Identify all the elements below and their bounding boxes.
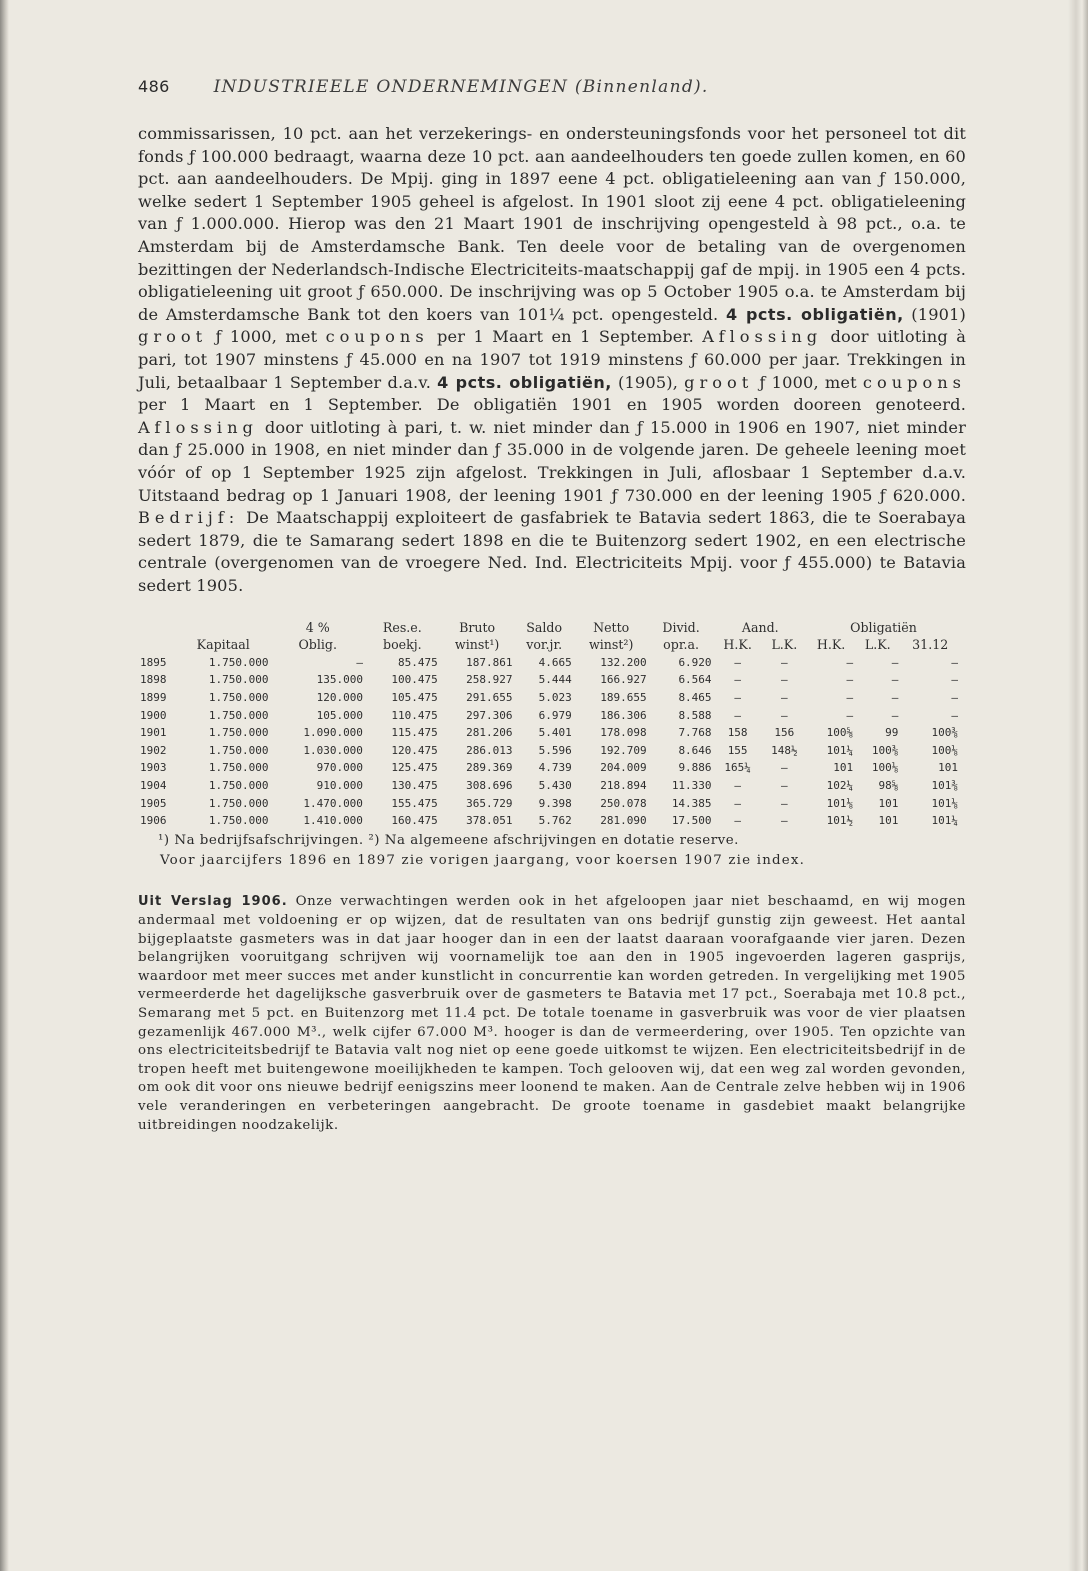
table-cell: 11.330 bbox=[671, 778, 712, 792]
table-cell: — bbox=[846, 708, 854, 722]
table-cell: 101⅛ bbox=[826, 796, 854, 810]
table-cell: 110.475 bbox=[391, 708, 438, 722]
footnote-definitions: ¹) Na bedrijfsafschrijvingen. ²) Na algemeene afschrijvingen en dotatie reserve. bbox=[158, 833, 739, 849]
table-cell: 8.588 bbox=[678, 708, 712, 722]
table-cell: 100⅛ bbox=[871, 761, 899, 775]
table-header-cell bbox=[138, 619, 176, 636]
table-cell: 289.369 bbox=[466, 761, 513, 775]
table-cell: 189.655 bbox=[600, 690, 647, 704]
table-cell: 297.306 bbox=[466, 708, 513, 722]
table-cell: — bbox=[891, 673, 899, 687]
table-cell: — bbox=[951, 655, 958, 669]
table-header-cell: winst¹) bbox=[454, 637, 500, 653]
table-cell: 1.750.000 bbox=[208, 778, 269, 792]
table-cell: 5.762 bbox=[538, 814, 572, 828]
table-header-cell: vor.jr. bbox=[526, 637, 563, 653]
table-cell: — bbox=[781, 814, 788, 828]
text-segment: ƒ 1000, met bbox=[753, 372, 863, 392]
table-cell: — bbox=[734, 708, 741, 722]
table-cell: — bbox=[781, 655, 788, 669]
table-cell: 98⅝ bbox=[878, 778, 899, 792]
table-cell: — bbox=[734, 655, 741, 669]
table-cell: 125.475 bbox=[391, 761, 438, 775]
table-cell: 101¼ bbox=[826, 743, 854, 757]
table-cell: 130.475 bbox=[391, 778, 438, 792]
table-header-cell: Divid. bbox=[662, 620, 700, 636]
table-header-row-top bbox=[138, 619, 960, 636]
table-cell: 1.750.000 bbox=[208, 761, 269, 775]
table-cell: 291.655 bbox=[466, 690, 513, 704]
table-cell: 105.475 bbox=[391, 690, 438, 704]
text-segment: ƒ 1000, met bbox=[207, 327, 326, 347]
table-cell: 5.401 bbox=[538, 726, 572, 740]
table-header-cell: boekj. bbox=[383, 637, 422, 653]
spaced-word-bedrijf: Bedrijf: bbox=[138, 508, 240, 528]
table-cell: 101½ bbox=[826, 814, 854, 828]
table-cell: 14.385 bbox=[671, 796, 712, 810]
table-cell: 8.465 bbox=[678, 690, 712, 704]
table-cell: 101 bbox=[938, 761, 958, 775]
spaced-word-coupons: coupons bbox=[325, 327, 429, 347]
table-cell: 250.078 bbox=[600, 796, 647, 810]
table-cell: 8.646 bbox=[678, 743, 712, 757]
table-row bbox=[138, 671, 960, 689]
table-header-cell: 31.12 bbox=[912, 637, 949, 653]
table-cell: 1.750.000 bbox=[208, 726, 269, 740]
table-cell: — bbox=[846, 690, 854, 704]
table-cell: — bbox=[781, 778, 788, 792]
table-header-cell bbox=[176, 619, 270, 636]
table-cell: 1.750.000 bbox=[208, 796, 269, 810]
table-header-cell: Kapitaal bbox=[196, 637, 250, 653]
table-cell: — bbox=[781, 761, 788, 775]
table-cell: 5.023 bbox=[538, 690, 572, 704]
annual-report-excerpt bbox=[138, 893, 966, 1135]
table-cell: — bbox=[846, 673, 854, 687]
table-cell: 1.090.000 bbox=[303, 726, 363, 740]
table-header-cell: winst²) bbox=[588, 637, 634, 653]
page-number: 486 bbox=[138, 77, 170, 96]
table-cell: 100⅜ bbox=[931, 726, 958, 740]
table-header-cell: H.K. bbox=[816, 637, 846, 653]
table-cell: 132.200 bbox=[600, 655, 647, 669]
table-cell: 101 bbox=[833, 761, 854, 775]
table-cell: 281.090 bbox=[600, 814, 647, 828]
table-cell: 1.750.000 bbox=[208, 708, 269, 722]
table-cell: 5.430 bbox=[538, 778, 572, 792]
table-cell: — bbox=[951, 708, 958, 722]
text-loans-history: commissarissen, 10 pct. aan het verzekerings- en ondersteuningsfonds voor het personeel tot dit fonds ƒ 100.000 bedraagt, waarna deze 10 pct. aan aandeelhouders ten goede zullen komen, en 60 pct. aan aandeelhouders. De Mpij. ging in 1897 eene 4 pct. obligatieleening aan van ƒ 150.000, welke sedert 1 September 1905 geheel is afgelost. In 1901 sloot zij eene 4 pct. obligatieleening van ƒ 1.000.000. Hierop was den 21 Maart 1901 de inschrijving opengesteld à 98 pct., o.a. te Amsterdam bij de Amsterdamsche Bank. Ten deele voor de betaling van de overgenomen bezittingen der Nederlandsch-Indische Electriciteits-maatschappij gaf de mpij. in 1905 een 4 pcts. obligatieleening uit groot ƒ 650.000. De inschrijving was op 5 October 1905 o.a. te Amsterdam bij de Amsterdamsche Bank tot den koers van 101¼ pct. opengesteld. bbox=[138, 124, 966, 324]
table-cell: 158 bbox=[727, 726, 748, 740]
table-cell-year: 1895 bbox=[140, 655, 167, 669]
table-cell: 187.861 bbox=[466, 655, 513, 669]
table-cell: 204.009 bbox=[600, 761, 647, 775]
table-cell: 148½ bbox=[771, 743, 798, 757]
text-segment: De Maatschappij exploiteert de gasfabriek te Batavia sedert 1863, die te Soerabaya sedert 1879, die te Samarang sedert 1898 en die te Buitenzorg sedert 1902, en een electrische centrale (overgenomen van de vroegere Ned. Ind. Electriciteits Mpij. voor ƒ 455.000) te Batavia sedert 1905. bbox=[138, 508, 966, 595]
table-row bbox=[138, 653, 960, 671]
table-cell: 17.500 bbox=[671, 814, 712, 828]
table-cell: — bbox=[781, 673, 788, 687]
table-cell: — bbox=[891, 655, 899, 669]
table-row bbox=[138, 724, 960, 742]
table-cell: 192.709 bbox=[600, 743, 647, 757]
table-cell: 160.475 bbox=[391, 814, 438, 828]
table-cell: 258.927 bbox=[466, 673, 513, 687]
text-segment: per 1 Maart en 1 September. bbox=[428, 327, 703, 347]
book-page bbox=[138, 70, 966, 1149]
running-header bbox=[138, 70, 966, 104]
running-title: INDUSTRIEELE ONDERNEMINGEN (Binnenland). bbox=[213, 77, 709, 97]
table-cell: 7.768 bbox=[678, 726, 712, 740]
financial-table bbox=[138, 619, 960, 829]
table-cell: 281.206 bbox=[466, 726, 513, 740]
table-cell: 1.030.000 bbox=[303, 743, 363, 757]
table-cell: 101¼ bbox=[931, 814, 958, 828]
spaced-word-groot: groot bbox=[138, 327, 208, 347]
table-cell: 101⅜ bbox=[931, 778, 958, 792]
table-cell: 166.927 bbox=[600, 673, 647, 687]
table-cell: 1.750.000 bbox=[208, 673, 269, 687]
table-header-cell: 4 % bbox=[305, 620, 330, 636]
table-cell: 120.475 bbox=[391, 743, 438, 757]
table-row bbox=[138, 741, 960, 759]
table-cell: 6.979 bbox=[538, 708, 572, 722]
table-header-cell: Saldo bbox=[526, 620, 563, 636]
table-cell: 6.564 bbox=[678, 673, 712, 687]
table-cell: 100⅜ bbox=[871, 743, 899, 757]
table-header-cell: opr.a. bbox=[663, 637, 699, 653]
paragraph-loans bbox=[138, 123, 966, 597]
table-cell: — bbox=[356, 655, 363, 669]
table-cell: 155 bbox=[727, 743, 748, 757]
table-row bbox=[138, 689, 960, 707]
spaced-word-groot: groot bbox=[684, 372, 754, 392]
table-header-cell: Netto bbox=[593, 620, 630, 636]
obligation-1905-label: 4 pcts. obligatiën, bbox=[437, 372, 612, 392]
table-cell: — bbox=[734, 690, 741, 704]
table-cell: 970.000 bbox=[316, 761, 363, 775]
table-cell-year: 1902 bbox=[140, 743, 167, 757]
annual-report-text: Onze verwachtingen werden ook in het afgeloopen jaar niet beschaamd, en wij mogen andermaal met voldoening er op wijzen, dat de resultaten van ons bedrijf gunstig zijn geweest. Het aantal bijgeplaatste gasmeters was in dat jaar hooger dan in een der laatst daaraan voorafgaande vier jaren. Dezen belangrijken vooruitgang schrijven wij voornamelijk toe aan den in 1905 ingevoerden lageren gasprijs, waardoor met meer succes met ander kunstlicht in concurrentie kan worden getreden. In vergelijking met 1905 vermeerderde het dagelijksche gasverbruik over de gasmeters te Batavia met 17 pct., Soerabaja met 10.8 pct., Semarang met 5 pct. en Buitenzorg met 11.4 pct. De totale toename in gasverbruik was voor de vier plaatsen gezamenlijk 467.000 M³., welk cijfer 67.000 M³. hooger is dan de vermeerdering, over 1905. Ten opzichte van ons electriciteitsbedrijf te Batavia valt nog niet op eene goede uitkomst te wijzen. Een electriciteitsbedrijf in de tropen heeft met buitengewone moeilijkheden te kampen. Toch gelooven wij, dat een weg zal worden gevonden, om ook dit voor ons nieuwe bedrijf eenigszins meer loonend te maken. Aan de Centrale zelve hebben wij in 1906 vele veranderingen en verbeteringen aangebracht. De groote toename in gasdebiet maakt belangrijke uitbreidingen noodzakelijk. bbox=[138, 894, 967, 1133]
table-cell: 9.398 bbox=[538, 796, 572, 810]
table-cell-year: 1900 bbox=[140, 708, 167, 722]
table-cell: 365.729 bbox=[466, 796, 513, 810]
table-cell: 99 bbox=[885, 726, 899, 740]
table-cell: 308.696 bbox=[466, 778, 513, 792]
table-cell: 286.013 bbox=[466, 743, 513, 757]
obligation-1901-label: 4 pcts. obligatiën, bbox=[725, 304, 904, 324]
table-cell: 178.098 bbox=[600, 726, 647, 740]
table-cell: 1.750.000 bbox=[208, 690, 269, 704]
table-row bbox=[138, 794, 960, 812]
table-cell: — bbox=[734, 796, 741, 810]
text-segment: (1905), bbox=[611, 372, 685, 392]
table-header-cell bbox=[138, 636, 176, 653]
spaced-word-coupons: coupons bbox=[862, 372, 966, 392]
text-segment: door uitloting à pari, t. w. niet minder dan ƒ 15.000 in 1906 en 1907, niet minder dan ƒ 25.000 in 1908, en niet minder dan ƒ 35.000 in de volgende jaren. De geheele leening moet vóór of op 1 September 1925 zijn afgelost. Trekkingen in Juli, aflosbaar 1 September d.a.v. Uitstaand bedrag op 1 Januari 1908, der leening 1901 ƒ 730.000 en der leening 1905 ƒ 620.000. bbox=[138, 417, 966, 505]
table-cell: 135.000 bbox=[316, 673, 363, 687]
table-cell-year: 1904 bbox=[140, 778, 167, 792]
table-cell: — bbox=[734, 673, 741, 687]
table-header-cell: H.K. bbox=[723, 637, 752, 653]
table-header-cell: L.K. bbox=[864, 637, 891, 653]
table-row bbox=[138, 812, 960, 830]
table-cell: 101⅛ bbox=[931, 796, 958, 810]
table-footnotes bbox=[138, 831, 966, 871]
table-cell: 5.596 bbox=[538, 743, 572, 757]
table-cell: — bbox=[734, 814, 741, 828]
table-cell: 1.410.000 bbox=[303, 814, 363, 828]
table-cell-year: 1905 bbox=[140, 796, 167, 810]
spaced-word-aflossing: Aflossing bbox=[702, 327, 823, 347]
annual-report-heading: Uit Verslag 1906. bbox=[138, 894, 288, 910]
table-cell: 1.750.000 bbox=[208, 743, 269, 757]
table-cell-year: 1899 bbox=[140, 690, 167, 704]
table-cell: 1.470.000 bbox=[303, 796, 363, 810]
table-cell: 115.475 bbox=[391, 726, 438, 740]
table-cell: 156 bbox=[774, 726, 795, 740]
table-cell: — bbox=[846, 655, 854, 669]
table-body bbox=[138, 653, 960, 829]
table-cell: 186.306 bbox=[600, 708, 647, 722]
text-segment: (1901) bbox=[903, 304, 967, 324]
page-scan-right-edge bbox=[1068, 0, 1088, 1571]
company-description bbox=[138, 123, 966, 597]
table-row bbox=[138, 777, 960, 795]
table-cell: 120.000 bbox=[316, 690, 363, 704]
table-cell-year: 1901 bbox=[140, 726, 167, 740]
table-header-cell: Res.e. bbox=[382, 620, 422, 636]
table-header-cell: Bruto bbox=[459, 620, 496, 636]
table-cell: 105.000 bbox=[316, 708, 363, 722]
table-cell: — bbox=[781, 708, 788, 722]
table-cell: 85.475 bbox=[397, 655, 438, 669]
table-cell: 910.000 bbox=[316, 778, 363, 792]
page-scan-left-edge bbox=[0, 0, 9, 1571]
table-row bbox=[138, 706, 960, 724]
table-cell: — bbox=[891, 708, 899, 722]
table-cell: 4.739 bbox=[538, 761, 572, 775]
table-cell-year: 1903 bbox=[140, 761, 167, 775]
table-header-cell: L.K. bbox=[771, 637, 798, 653]
table-cell: 155.475 bbox=[391, 796, 438, 810]
table-cell: 101 bbox=[878, 814, 899, 828]
table-header-cell: Obligatiën bbox=[850, 620, 917, 636]
table-cell: 102¼ bbox=[826, 778, 854, 792]
table-cell: 101 bbox=[878, 796, 899, 810]
table-header-cell: Oblig. bbox=[298, 637, 337, 653]
text-segment: per 1 Maart en 1 September. De obligatiën 1901 en 1905 worden dooreen genoteerd. bbox=[138, 395, 966, 415]
table-cell: — bbox=[951, 690, 958, 704]
footnote-reference: Voor jaarcijfers 1896 en 1897 zie vorigen jaargang, voor koersen 1907 zie index. bbox=[160, 853, 806, 869]
table-cell: 5.444 bbox=[538, 673, 572, 687]
table-cell: — bbox=[951, 673, 958, 687]
table-cell: 1.750.000 bbox=[208, 655, 269, 669]
table-header-row-bottom bbox=[138, 636, 960, 653]
table-cell: 1.750.000 bbox=[208, 814, 269, 828]
table-header-cell: Aand. bbox=[741, 620, 779, 636]
table-cell: 6.920 bbox=[678, 655, 712, 669]
table-cell: 9.886 bbox=[678, 761, 712, 775]
table-cell: 100⅛ bbox=[931, 743, 958, 757]
table-cell: — bbox=[891, 690, 899, 704]
table-cell-year: 1906 bbox=[140, 814, 167, 828]
table-cell: 165¼ bbox=[724, 761, 751, 775]
table-cell: 100.475 bbox=[391, 673, 438, 687]
spaced-word-aflossing: Aflossing bbox=[138, 417, 258, 437]
table-cell: 100⅝ bbox=[826, 726, 854, 740]
table-cell-year: 1898 bbox=[140, 673, 167, 687]
text-segment: door uitloting à pari, tot 1907 minstens ƒ 45.000 en na 1907 tot 1919 minstens ƒ 60.000 per jaar. Trekkingen in Juli, betaalbaar 1 September d.a.v. bbox=[138, 327, 966, 392]
table-cell: — bbox=[781, 690, 788, 704]
table-cell: 378.051 bbox=[466, 814, 513, 828]
table-cell: 4.665 bbox=[538, 655, 572, 669]
table-cell: — bbox=[734, 778, 741, 792]
table-cell: — bbox=[781, 796, 788, 810]
table-row bbox=[138, 759, 960, 777]
table-cell: 218.894 bbox=[600, 778, 647, 792]
